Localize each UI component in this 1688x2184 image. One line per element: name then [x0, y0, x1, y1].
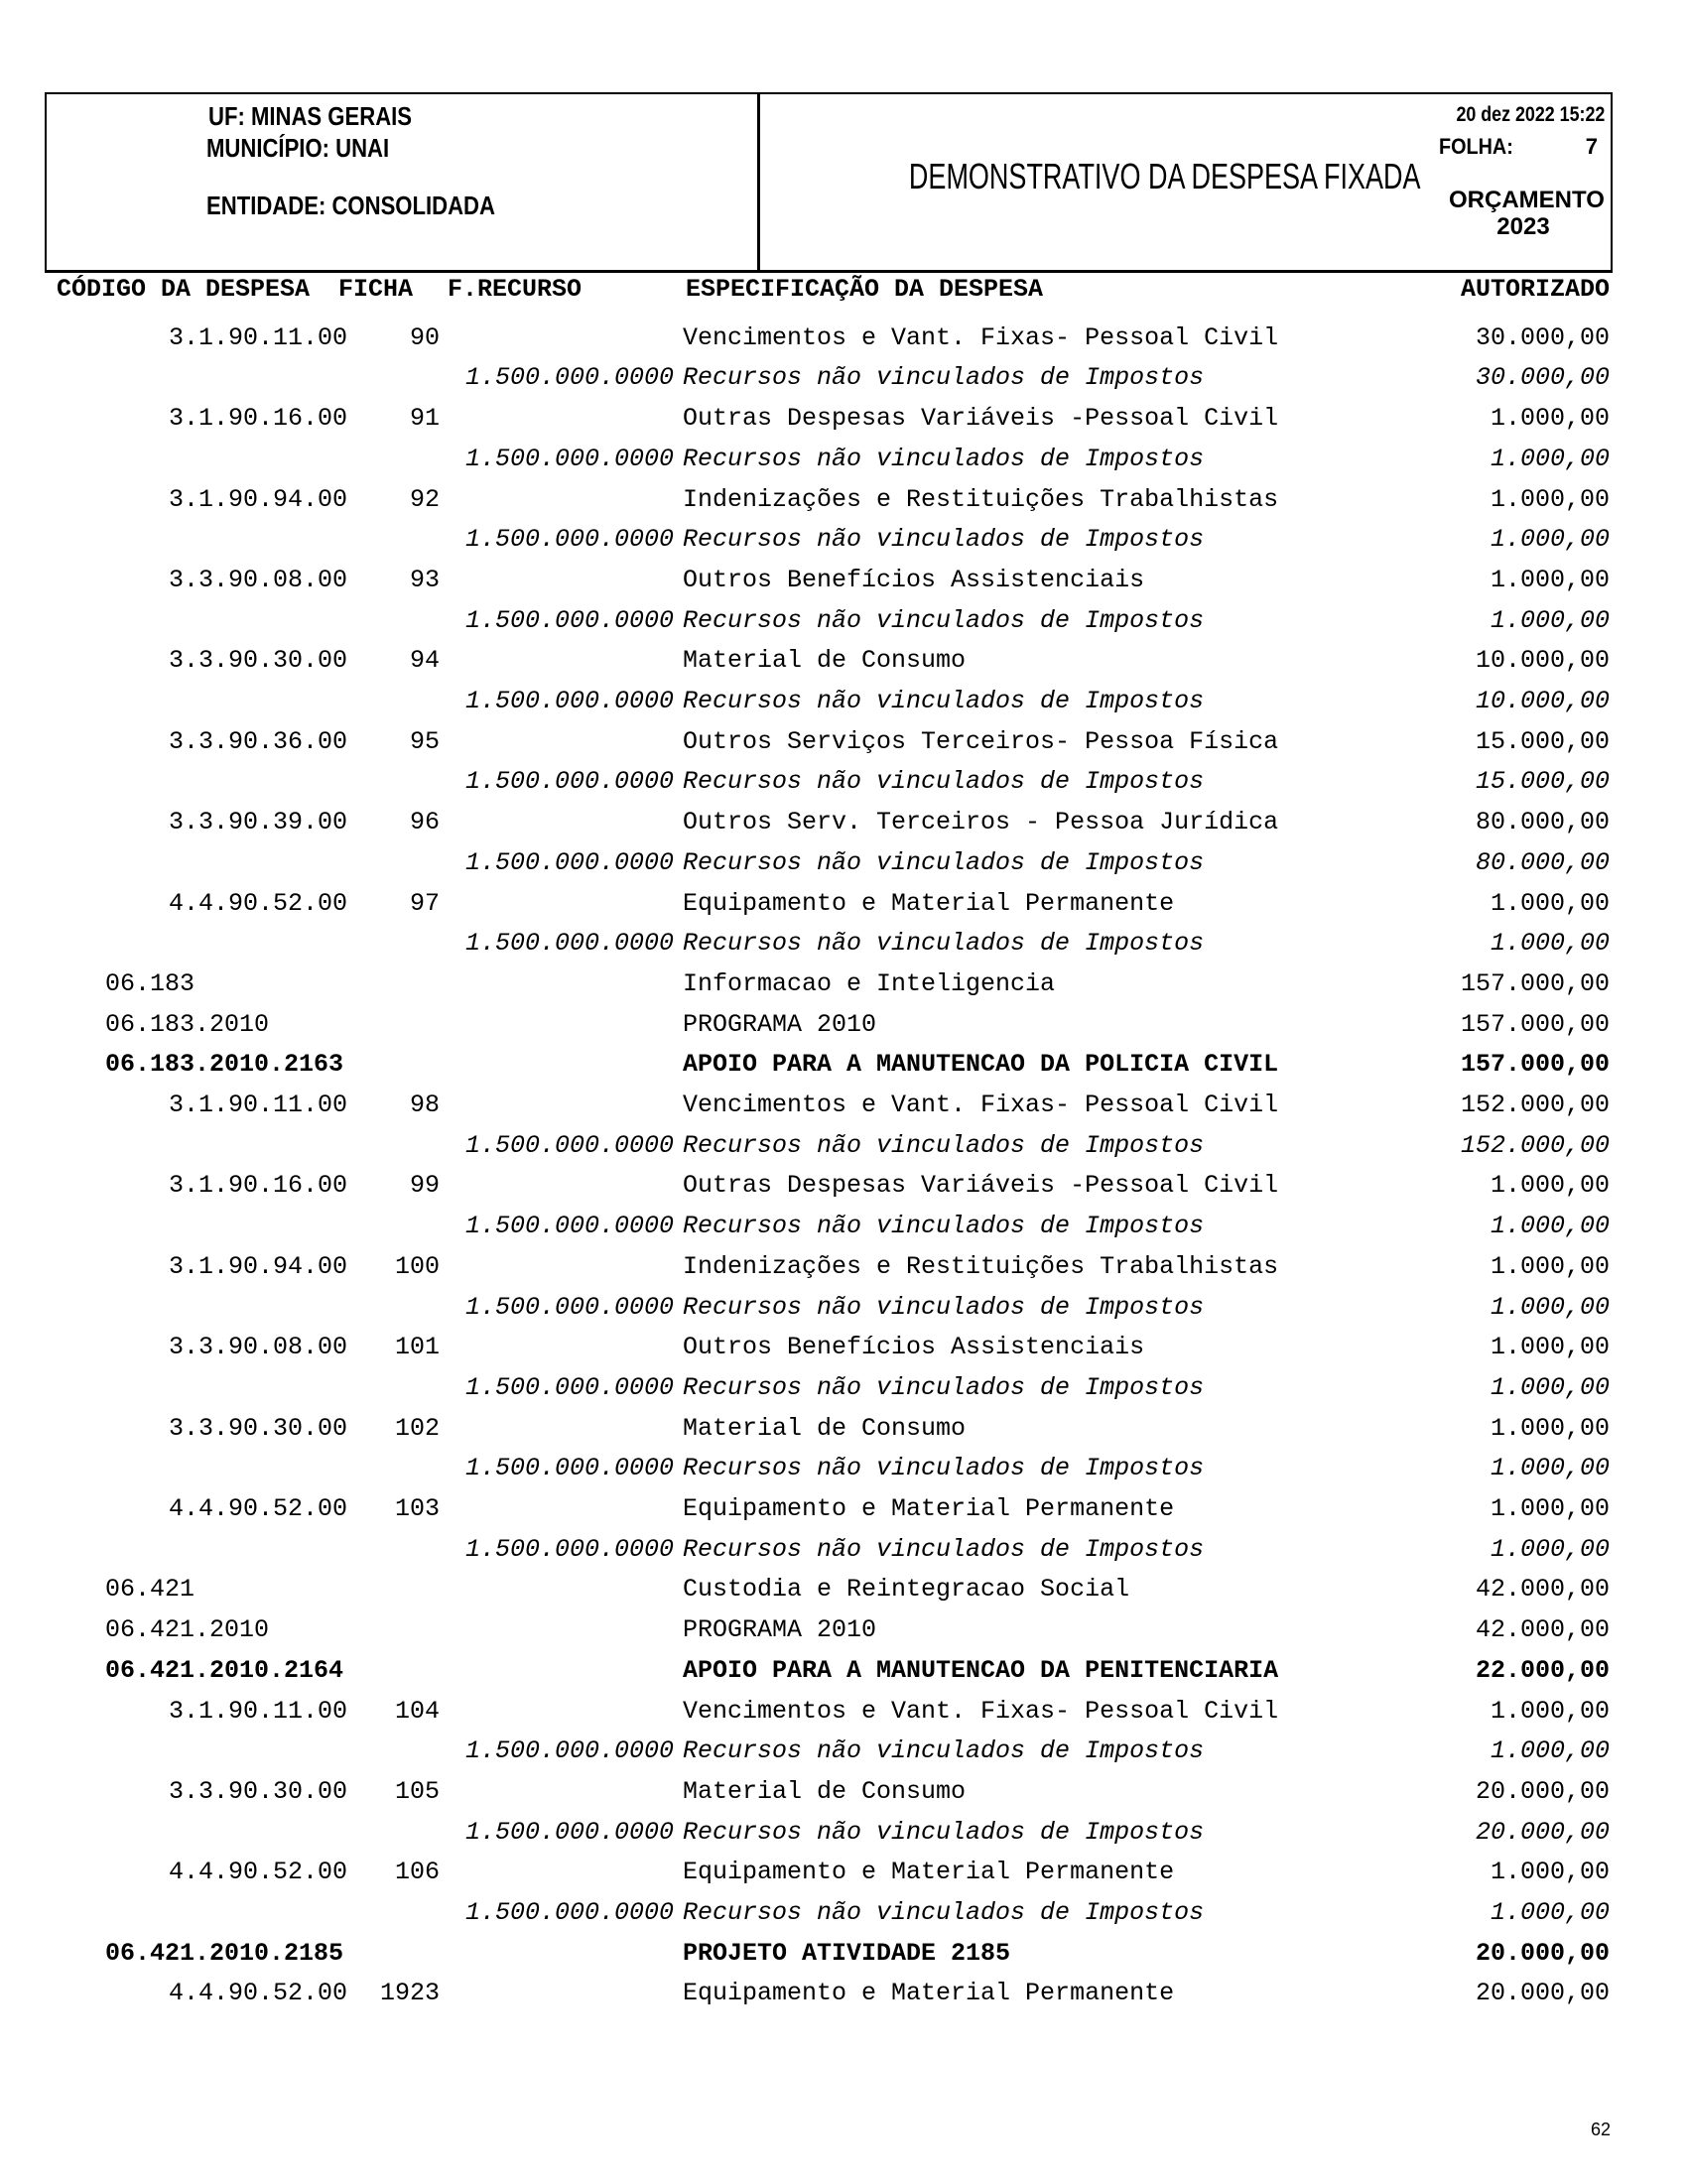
table-row	[0, 1004, 1688, 1045]
valor-cell: 1.000,00	[1490, 1292, 1610, 1322]
code-cell: 4.4.90.52.00	[169, 1858, 348, 1887]
valor-cell: 1.000,00	[1490, 605, 1610, 635]
espec-cell: Recursos não vinculados de Impostos	[683, 1817, 1205, 1847]
espec-cell: Recursos não vinculados de Impostos	[683, 1130, 1205, 1160]
table-row	[0, 761, 1688, 802]
valor-cell: 15.000,00	[1475, 726, 1610, 756]
espec-cell: Vencimentos e Vant. Fixas- Pessoal Civil	[683, 322, 1279, 352]
code-cell: 06.421.2010.2164	[105, 1655, 344, 1685]
espec-cell: Recursos não vinculados de Impostos	[683, 847, 1205, 877]
valor-cell: 20.000,00	[1475, 1776, 1610, 1806]
municipio-label: MUNICÍPIO: UNAI	[206, 133, 390, 163]
column-header-codigo: CÓDIGO DA DESPESA	[57, 275, 311, 304]
ficha-cell: 90	[409, 322, 440, 352]
table-row	[0, 1044, 1688, 1085]
valor-cell: 1.000,00	[1490, 1858, 1610, 1887]
table-row	[0, 1609, 1688, 1650]
frecurso-cell: 1.500.000.0000	[464, 1534, 674, 1564]
valor-cell: 10.000,00	[1475, 687, 1610, 715]
valor-cell: 152.000,00	[1460, 1091, 1610, 1119]
espec-cell: Outros Benefícios Assistenciais	[683, 565, 1145, 594]
table-row	[0, 721, 1688, 762]
table-row	[0, 1367, 1688, 1408]
table-row	[0, 1892, 1688, 1933]
espec-cell: Recursos não vinculados de Impostos	[683, 1736, 1205, 1766]
table-row	[0, 1691, 1688, 1732]
espec-cell: Informacao e Inteligencia	[683, 968, 1056, 998]
code-cell: 3.1.90.11.00	[169, 1696, 348, 1726]
valor-cell: 152.000,00	[1460, 1130, 1610, 1160]
valor-cell: 42.000,00	[1475, 1615, 1610, 1645]
espec-cell: Material de Consumo	[683, 646, 967, 676]
code-cell: 06.183	[105, 968, 195, 998]
ficha-cell: 103	[394, 1494, 440, 1523]
ficha-cell: 106	[394, 1858, 440, 1887]
valor-cell: 10.000,00	[1475, 646, 1610, 676]
code-cell: 3.1.90.16.00	[169, 1171, 348, 1201]
table-row	[0, 640, 1688, 681]
code-cell: 3.3.90.36.00	[169, 726, 348, 756]
valor-cell: 20.000,00	[1475, 1979, 1610, 2008]
table-row	[0, 560, 1688, 600]
table-row	[0, 1771, 1688, 1812]
valor-cell: 1.000,00	[1490, 444, 1610, 473]
valor-cell: 1.000,00	[1490, 1333, 1610, 1362]
espec-cell: Recursos não vinculados de Impostos	[683, 605, 1205, 635]
espec-cell: Vencimentos e Vant. Fixas- Pessoal Civil	[683, 1696, 1279, 1726]
table-row	[0, 479, 1688, 520]
espec-cell: Recursos não vinculados de Impostos	[683, 1372, 1205, 1402]
espec-cell: Recursos não vinculados de Impostos	[683, 929, 1205, 959]
table-row	[0, 439, 1688, 479]
valor-cell: 1.000,00	[1490, 565, 1610, 594]
valor-cell: 20.000,00	[1475, 1938, 1610, 1968]
code-cell: 3.1.90.16.00	[169, 404, 348, 434]
valor-cell: 1.000,00	[1490, 929, 1610, 959]
espec-cell: Indenizações e Restituições Trabalhistas	[683, 1251, 1279, 1281]
code-cell: 3.1.90.11.00	[169, 322, 348, 352]
ficha-cell: 97	[409, 888, 440, 918]
ficha-cell: 101	[394, 1333, 440, 1362]
table-row	[0, 883, 1688, 924]
table-row	[0, 519, 1688, 560]
espec-cell: Recursos não vinculados de Impostos	[683, 1212, 1205, 1241]
code-cell: 06.183.2010.2163	[105, 1050, 344, 1080]
valor-cell: 1.000,00	[1490, 1494, 1610, 1523]
valor-cell: 1.000,00	[1490, 888, 1610, 918]
code-cell: 06.421.2010.2185	[105, 1938, 344, 1968]
table-row	[0, 1287, 1688, 1328]
column-header-autorizado: AUTORIZADO	[1460, 275, 1610, 304]
frecurso-cell: 1.500.000.0000	[464, 1130, 674, 1160]
frecurso-cell: 1.500.000.0000	[464, 1372, 674, 1402]
espec-cell: Vencimentos e Vant. Fixas- Pessoal Civil	[683, 1091, 1279, 1119]
table-row	[0, 681, 1688, 721]
code-cell: 06.421.2010	[105, 1615, 270, 1645]
espec-cell: Recursos não vinculados de Impostos	[683, 1534, 1205, 1564]
ficha-cell: 95	[409, 726, 440, 756]
folha-number: 7	[1585, 134, 1598, 159]
frecurso-cell: 1.500.000.0000	[464, 929, 674, 959]
espec-cell: Recursos não vinculados de Impostos	[683, 525, 1205, 555]
code-cell: 3.3.90.08.00	[169, 1333, 348, 1362]
ficha-cell: 100	[394, 1251, 440, 1281]
valor-cell: 157.000,00	[1460, 1050, 1610, 1080]
valor-cell: 15.000,00	[1475, 767, 1610, 797]
valor-cell: 1.000,00	[1490, 525, 1610, 555]
table-row	[0, 1165, 1688, 1206]
frecurso-cell: 1.500.000.0000	[464, 847, 674, 877]
frecurso-cell: 1.500.000.0000	[464, 1292, 674, 1322]
frecurso-cell: 1.500.000.0000	[464, 1736, 674, 1766]
valor-cell: 1.000,00	[1490, 1212, 1610, 1241]
espec-cell: Outros Benefícios Assistenciais	[683, 1333, 1145, 1362]
frecurso-cell: 1.500.000.0000	[464, 525, 674, 555]
valor-cell: 20.000,00	[1475, 1817, 1610, 1847]
table-row	[0, 802, 1688, 842]
table-row	[0, 1529, 1688, 1570]
table-row	[0, 1650, 1688, 1691]
frecurso-cell: 1.500.000.0000	[464, 1212, 674, 1241]
espec-cell: Equipamento e Material Permanente	[683, 1494, 1175, 1523]
code-cell: 3.3.90.30.00	[169, 1776, 348, 1806]
table-row	[0, 1973, 1688, 2013]
valor-cell: 157.000,00	[1460, 1009, 1610, 1039]
espec-cell: Custodia e Reintegracao Social	[683, 1575, 1130, 1605]
espec-cell: Indenizações e Restituições Trabalhistas	[683, 484, 1279, 514]
ficha-cell: 94	[409, 646, 440, 676]
espec-cell: Equipamento e Material Permanente	[683, 888, 1175, 918]
frecurso-cell: 1.500.000.0000	[464, 1898, 674, 1927]
table-row	[0, 357, 1688, 398]
code-cell: 06.183.2010	[105, 1009, 270, 1039]
frecurso-cell: 1.500.000.0000	[464, 767, 674, 797]
table-row	[0, 1731, 1688, 1771]
table-row	[0, 964, 1688, 1004]
frecurso-cell: 1.500.000.0000	[464, 1817, 674, 1847]
ficha-cell: 102	[394, 1413, 440, 1443]
frecurso-cell: 1.500.000.0000	[464, 605, 674, 635]
ficha-cell: 93	[409, 565, 440, 594]
code-cell: 4.4.90.52.00	[169, 1979, 348, 2008]
table-row	[0, 1448, 1688, 1488]
column-header-especificacao: ESPECIFICAÇÃO DA DESPESA	[686, 275, 1044, 304]
valor-cell: 80.000,00	[1475, 847, 1610, 877]
frecurso-cell: 1.500.000.0000	[464, 363, 674, 393]
table-row	[0, 1246, 1688, 1287]
table-row	[0, 1085, 1688, 1125]
espec-cell: APOIO PARA A MANUTENCAO DA PENITENCIARIA	[683, 1655, 1279, 1685]
table-row	[0, 923, 1688, 964]
espec-cell: Recursos não vinculados de Impostos	[683, 687, 1205, 715]
code-cell: 3.1.90.11.00	[169, 1091, 348, 1119]
espec-cell: PROGRAMA 2010	[683, 1615, 877, 1645]
espec-cell: APOIO PARA A MANUTENCAO DA POLICIA CIVIL	[683, 1050, 1279, 1080]
table-row	[0, 1569, 1688, 1609]
espec-cell: Recursos não vinculados de Impostos	[683, 1292, 1205, 1322]
code-cell: 3.3.90.39.00	[169, 808, 348, 837]
valor-cell: 1.000,00	[1490, 1372, 1610, 1402]
ficha-cell: 92	[409, 484, 440, 514]
code-cell: 3.3.90.08.00	[169, 565, 348, 594]
table-row	[0, 318, 1688, 358]
code-cell: 3.3.90.30.00	[169, 646, 348, 676]
espec-cell: Recursos não vinculados de Impostos	[683, 1454, 1205, 1483]
table-row	[0, 1125, 1688, 1166]
espec-cell: PROJETO ATIVIDADE 2185	[683, 1938, 1011, 1968]
frecurso-cell: 1.500.000.0000	[464, 1454, 674, 1483]
espec-cell: Outras Despesas Variáveis -Pessoal Civil	[683, 404, 1279, 434]
page-number: 62	[1590, 2120, 1611, 2139]
table-row	[0, 842, 1688, 883]
table-row	[0, 1933, 1688, 1974]
valor-cell: 1.000,00	[1490, 1534, 1610, 1564]
orcamento-label: ORÇAMENTO	[1449, 187, 1605, 213]
espec-cell: Material de Consumo	[683, 1413, 967, 1443]
valor-cell: 1.000,00	[1490, 1413, 1610, 1443]
entidade-label: ENTIDADE: CONSOLIDADA	[206, 191, 495, 220]
espec-cell: Recursos não vinculados de Impostos	[683, 767, 1205, 797]
valor-cell: 80.000,00	[1475, 808, 1610, 837]
frecurso-cell: 1.500.000.0000	[464, 444, 674, 473]
espec-cell: Outros Serviços Terceiros- Pessoa Física	[683, 726, 1279, 756]
valor-cell: 1.000,00	[1490, 1454, 1610, 1483]
valor-cell: 1.000,00	[1490, 1171, 1610, 1201]
code-cell: 4.4.90.52.00	[169, 888, 348, 918]
espec-cell: Recursos não vinculados de Impostos	[683, 363, 1205, 393]
ficha-cell: 104	[394, 1696, 440, 1726]
espec-cell: PROGRAMA 2010	[683, 1009, 877, 1039]
valor-cell: 1.000,00	[1490, 1251, 1610, 1281]
table-row	[0, 600, 1688, 641]
table-row	[0, 1812, 1688, 1853]
espec-cell: Equipamento e Material Permanente	[683, 1858, 1175, 1887]
espec-cell: Outros Serv. Terceiros - Pessoa Jurídica	[683, 808, 1279, 837]
report-title-text: DEMONSTRATIVO DA DESPESA FIXADA	[908, 156, 1421, 196]
espec-cell: Equipamento e Material Permanente	[683, 1979, 1175, 2008]
valor-cell: 1.000,00	[1490, 1696, 1610, 1726]
ficha-cell: 98	[409, 1091, 440, 1119]
column-header-frecurso: F.RECURSO	[448, 275, 583, 304]
espec-cell: Recursos não vinculados de Impostos	[683, 444, 1205, 473]
folha-label: FOLHA:	[1439, 134, 1513, 159]
table-row	[0, 1206, 1688, 1246]
table-row	[0, 398, 1688, 439]
valor-cell: 157.000,00	[1460, 968, 1610, 998]
ficha-cell: 105	[394, 1776, 440, 1806]
code-cell: 06.421	[105, 1575, 195, 1605]
code-cell: 4.4.90.52.00	[169, 1494, 348, 1523]
valor-cell: 1.000,00	[1490, 1898, 1610, 1927]
espec-cell: Outras Despesas Variáveis -Pessoal Civil	[683, 1171, 1279, 1201]
frecurso-cell: 1.500.000.0000	[464, 687, 674, 715]
espec-cell: Material de Consumo	[683, 1776, 967, 1806]
code-cell: 3.1.90.94.00	[169, 1251, 348, 1281]
table-row	[0, 1408, 1688, 1449]
ficha-cell: 1923	[379, 1979, 440, 2008]
espec-cell: Recursos não vinculados de Impostos	[683, 1898, 1205, 1927]
valor-cell: 42.000,00	[1475, 1575, 1610, 1605]
ficha-cell: 99	[409, 1171, 440, 1201]
table-row	[0, 1488, 1688, 1529]
column-header-ficha: FICHA	[338, 275, 414, 304]
valor-cell: 1.000,00	[1490, 484, 1610, 514]
uf-label: UF: MINAS GERAIS	[208, 101, 413, 131]
code-cell: 3.3.90.30.00	[169, 1413, 348, 1443]
valor-cell: 1.000,00	[1490, 1736, 1610, 1766]
orcamento-year: 2023	[1496, 213, 1550, 240]
valor-cell: 30.000,00	[1475, 363, 1610, 393]
code-cell: 3.1.90.94.00	[169, 484, 348, 514]
ficha-cell: 91	[409, 404, 440, 434]
report-datetime: 20 dez 2022 15:22	[1456, 103, 1605, 126]
ficha-cell: 96	[409, 808, 440, 837]
valor-cell: 22.000,00	[1475, 1655, 1610, 1685]
table-row	[0, 1852, 1688, 1892]
table-row	[0, 1327, 1688, 1367]
valor-cell: 30.000,00	[1475, 322, 1610, 352]
valor-cell: 1.000,00	[1490, 404, 1610, 434]
